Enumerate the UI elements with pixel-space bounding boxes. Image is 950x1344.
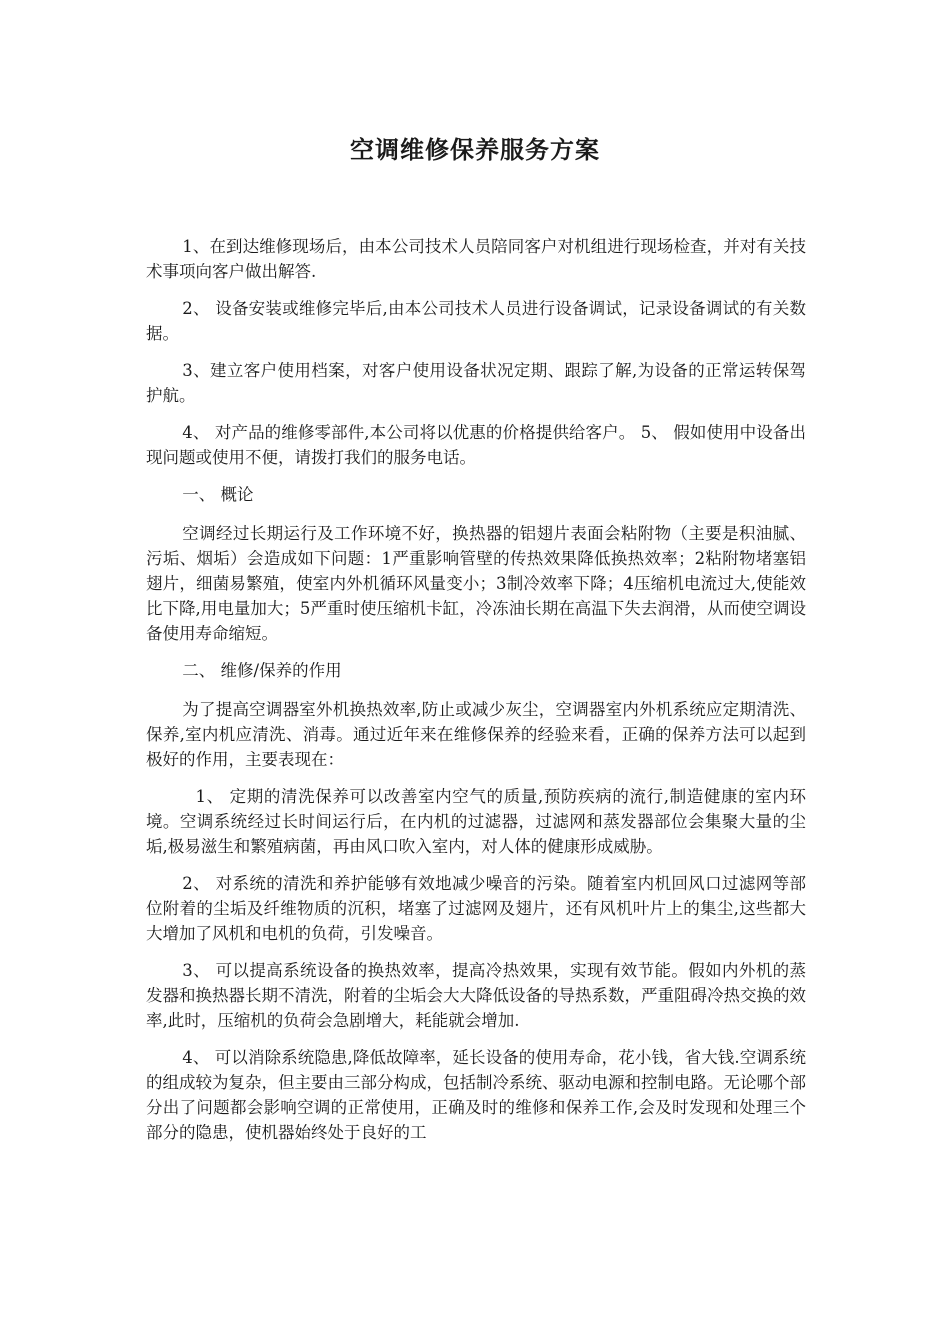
section-heading-overview: 一、 概论 <box>182 485 254 504</box>
paragraph-maintenance-intro: 为了提高空调器室外机换热效率,防止或减少灰尘，空调器室内外机系统应定期清洗、保养,室内机应清洗、消毒。通过近年来在维修保养的经验来看，正确的保养方法可以起到极好的作用，主要表现在： <box>146 700 806 769</box>
paragraph-service-3: 3、建立客户使用档案，对客户使用设备状况定期、跟踪了解,为设备的正常运转保驾护航。 <box>146 361 806 405</box>
paragraph-overview: 空调经过长期运行及工作环境不好，换热器的铝翅片表面会粘附物（主要是积油腻、污垢、烟垢）会造成如下问题：1严重影响管壁的传热效果降低换热效率；2粘附物堵塞铝翅片，细菌易繁殖，使室内外机循环风量变小；3制冷效率下降；4压缩机电流过大,使能效比下降,用电量加大；5严重时使压缩机卡缸，冷冻油长期在高温下失去润滑，从而使空调设备使用寿命缩短。 <box>146 524 806 643</box>
paragraph-benefit-3: 3、 可以提高系统设备的换热效率，提高冷热效果，实现有效节能。假如内外机的蒸发器和换热器长期不清洗，附着的尘垢会大大降低设备的导热系数，严重阻碍冷热交换的效率,此时，压缩机的负荷会急剧增大，耗能就会增加. <box>146 961 806 1030</box>
paragraph-service-4-5: 4、 对产品的维修零部件,本公司将以优惠的价格提供给客户。 5、 假如使用中设备出现问题或使用不便，请拨打我们的服务电话。 <box>146 423 806 467</box>
paragraph-benefit-4: 4、 可以消除系统隐患,降低故障率，延长设备的使用寿命，花小钱，省大钱.空调系统的组成较为复杂，但主要由三部分构成，包括制冷系统、驱动电源和控制电路。无论哪个部分出了问题都会影响空调的正常使用，正确及时的维修和保养工作,会及时发现和处理三个部分的隐患，使机器始终处于良好的工 <box>146 1048 806 1142</box>
document-body <box>146 234 806 1157</box>
paragraph-benefit-2: 2、 对系统的清洗和养护能够有效地减少噪音的污染。随着室内机回风口过滤网等部位附着的尘垢及纤维物质的沉积，堵塞了过滤网及翅片，还有风机叶片上的集尘,这些都大大增加了风机和电机的负荷，引发噪音。 <box>146 874 806 943</box>
paragraph-service-1: 1、在到达维修现场后，由本公司技术人员陪同客户对机组进行现场检查，并对有关技术事项向客户做出解答. <box>146 237 806 281</box>
paragraph-service-2: 2、 设备安装或维修完毕后,由本公司技术人员进行设备调试，记录设备调试的有关数据。 <box>146 299 806 343</box>
paragraph-benefit-1: 1、 定期的清洗保养可以改善室内空气的质量,预防疾病的流行,制造健康的室内环境。空调系统经过长时间运行后，在内机的过滤器，过滤网和蒸发器部位会集聚大量的尘垢,极易滋生和繁殖病菌，再由风口吹入室内，对人体的健康形成威胁。 <box>146 787 806 856</box>
section-heading-maintenance-role: 二、 维修/保养的作用 <box>182 661 342 680</box>
document-title: 空调维修保养服务方案 <box>350 136 600 164</box>
